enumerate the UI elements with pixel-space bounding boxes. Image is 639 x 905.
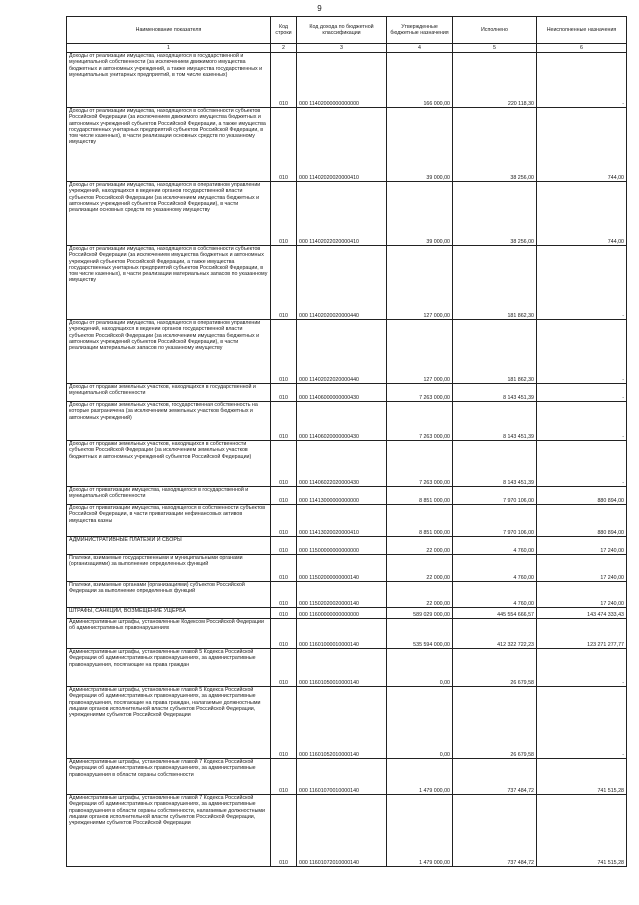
row-done: 737 484,72: [453, 795, 537, 867]
table-row: [67, 246, 627, 320]
row-name: Доходы от приватизации имущества, находящегося в государственной и муниципальной собственности: [67, 487, 271, 505]
row-name: АДМИНИСТРАТИВНЫЕ ПЛАТЕЖИ И СБОРЫ: [67, 537, 271, 555]
row-kbk: 000 11601070010000140: [297, 759, 387, 795]
row-code: 010: [271, 53, 297, 108]
row-left: -: [537, 649, 627, 687]
table-row: [67, 487, 627, 505]
row-done: 181 862,30: [453, 320, 537, 384]
table-row: [67, 182, 627, 246]
row-plan: 1 479 000,00: [387, 759, 453, 795]
row-plan: 1 479 000,00: [387, 795, 453, 867]
table-row: [67, 649, 627, 687]
row-done: 26 679,58: [453, 649, 537, 687]
row-plan: 22 000,00: [387, 582, 453, 608]
header-left: Неисполненные назначения: [537, 17, 627, 44]
row-plan: 127 000,00: [387, 320, 453, 384]
row-plan: 8 851 000,00: [387, 505, 453, 537]
row-kbk: 000 11402022020000440: [297, 320, 387, 384]
table-row: [67, 441, 627, 487]
row-left: 744,00: [537, 182, 627, 246]
row-plan: 7 263 000,00: [387, 384, 453, 402]
row-name: Административные штрафы, установленные главой 7 Кодекса Российской Федерации об административных правонарушениях, за административные правонарушения в области охраны собственности: [67, 759, 271, 795]
row-code: 010: [271, 687, 297, 759]
page-number: 9: [317, 4, 322, 13]
row-left: -: [537, 402, 627, 441]
row-plan: 39 000,00: [387, 182, 453, 246]
row-name: Административные штрафы, установленные главой 5 Кодекса Российской Федерации об административных правонарушениях, за административные правонарушения, посягающие на права граждан: [67, 649, 271, 687]
row-name: Платежи, взимаемые государственными и муниципальными органами (организациями) за выполнение определенных функций: [67, 555, 271, 582]
row-kbk: 000 11502020020000140: [297, 582, 387, 608]
row-plan: 127 000,00: [387, 246, 453, 320]
row-kbk: 000 11413000000000000: [297, 487, 387, 505]
row-done: 412 322 722,23: [453, 619, 537, 649]
table-row: [67, 619, 627, 649]
row-left: -: [537, 53, 627, 108]
row-name: Доходы от продажи земельных участков, находящихся в государственной и муниципальной собственности: [67, 384, 271, 402]
row-done: 4 760,00: [453, 537, 537, 555]
col-number: 3: [297, 44, 387, 53]
row-code: 010: [271, 537, 297, 555]
row-kbk: 000 11601072010000140: [297, 795, 387, 867]
row-kbk: 000 11402020020000410: [297, 108, 387, 182]
table-row: [67, 555, 627, 582]
table-row: [67, 795, 627, 867]
table-row: [67, 537, 627, 555]
row-code: 010: [271, 384, 297, 402]
row-left: 143 474 333,43: [537, 608, 627, 619]
row-left: -: [537, 441, 627, 487]
row-done: 8 143 451,39: [453, 402, 537, 441]
row-left: -: [537, 687, 627, 759]
row-done: 181 862,30: [453, 246, 537, 320]
row-code: 010: [271, 246, 297, 320]
row-done: 26 679,58: [453, 687, 537, 759]
row-code: 010: [271, 608, 297, 619]
header-done: Исполнено: [453, 17, 537, 44]
row-left: 17 240,00: [537, 582, 627, 608]
row-done: 7 970 106,00: [453, 487, 537, 505]
table-row: [67, 687, 627, 759]
col-number: 2: [271, 44, 297, 53]
row-name: Доходы от реализации имущества, находящегося в собственности субъектов Российской Федерации (за исключением имущества бюджетных и автономных учреждений субъектов Российской Федерации, а также имущества государственных унитарных предприятий субъектов Российской Федерации, в том числе казенных), в части реализации материальных запасов по указанному имуществу: [67, 246, 271, 320]
row-plan: 22 000,00: [387, 555, 453, 582]
row-code: 010: [271, 182, 297, 246]
row-done: 4 760,00: [453, 582, 537, 608]
header-plan: Утвержденные бюджетные назначения: [387, 17, 453, 44]
row-name: Доходы от реализации имущества, находящегося в государственной и муниципальной собственности (за исключением движимого имущества бюджетных и автономных учреждений, а также имущества государственных и муниципальных унитарных предприятий, в том числе казенных): [67, 53, 271, 108]
row-kbk: 000 11600000000000000: [297, 608, 387, 619]
table-row: [67, 582, 627, 608]
table-row: [67, 53, 627, 108]
row-kbk: 000 11406000000000430: [297, 384, 387, 402]
row-plan: 22 000,00: [387, 537, 453, 555]
row-plan: 0,00: [387, 687, 453, 759]
row-kbk: 000 11402000000000000: [297, 53, 387, 108]
row-kbk: 000 11406020000000430: [297, 402, 387, 441]
row-name: Доходы от приватизации имущества, находящегося в собственности субъектов Российской Федерации, в части приватизации нефинансовых активов имущества казны: [67, 505, 271, 537]
col-number: 4: [387, 44, 453, 53]
row-name: Доходы от продажи земельных участков, государственная собственность на которые разграничена (за исключением земельных участков бюджетных и автономных учреждений): [67, 402, 271, 441]
table-row: [67, 505, 627, 537]
row-left: 741 515,28: [537, 795, 627, 867]
row-kbk: 000 11413020020000410: [297, 505, 387, 537]
row-left: 880 894,00: [537, 487, 627, 505]
row-kbk: 000 11406022020000430: [297, 441, 387, 487]
row-left: 744,00: [537, 108, 627, 182]
table-row: [67, 608, 627, 619]
row-left: 880 894,00: [537, 505, 627, 537]
row-name: Административные штрафы, установленные главой 5 Кодекса Российской Федерации об административных правонарушениях, за административные правонарушения, посягающие на права граждан, налагаемые должностными лицами органов исполнительной власти субъектов Российской Федерации, учреждениями субъектов Российской Федерации: [67, 687, 271, 759]
row-code: 010: [271, 320, 297, 384]
row-plan: 589 029 000,00: [387, 608, 453, 619]
row-plan: 535 594 000,00: [387, 619, 453, 649]
row-done: 220 118,30: [453, 53, 537, 108]
row-kbk: 000 11601050010000140: [297, 649, 387, 687]
row-kbk: 000 11402020020000440: [297, 246, 387, 320]
row-done: 737 484,72: [453, 759, 537, 795]
row-kbk: 000 11502000000000140: [297, 555, 387, 582]
row-code: 010: [271, 555, 297, 582]
header-row: [67, 17, 627, 44]
row-code: 010: [271, 487, 297, 505]
column-number-row: [67, 44, 627, 53]
row-done: 8 143 451,39: [453, 384, 537, 402]
row-name: Доходы от реализации имущества, находящегося в собственности субъектов Российской Федерации (за исключением движимого имущества бюджетных и автономных учреждений субъектов Российской Федерации, а также имущества государственных унитарных предприятий субъектов Российской Федерации, в том числе казенных), в части реализации основных средств по указанному имуществу: [67, 108, 271, 182]
row-left: -: [537, 384, 627, 402]
row-kbk: 000 11500000000000000: [297, 537, 387, 555]
table-row: [67, 384, 627, 402]
row-left: -: [537, 246, 627, 320]
row-name: Доходы от реализации имущества, находящегося в оперативном управлении учреждений, находящихся в ведении органов государственной власти субъектов Российской Федерации (за исключением имущества бюджетных и автономных учреждений субъектов Российской Федерации), в части реализации материальных запасов по указанному имуществу: [67, 320, 271, 384]
row-done: 445 554 666,57: [453, 608, 537, 619]
row-code: 010: [271, 619, 297, 649]
row-plan: 8 851 000,00: [387, 487, 453, 505]
row-code: 010: [271, 795, 297, 867]
row-done: 4 760,00: [453, 555, 537, 582]
header-name: Наименование показателя: [67, 17, 271, 44]
row-done: 38 256,00: [453, 108, 537, 182]
row-name: Доходы от продажи земельных участков, находящихся в собственности субъектов Российской Федерации (за исключением земельных участков бюджетных и автономных учреждений субъектов Российской Федерации): [67, 441, 271, 487]
row-left: 123 271 277,77: [537, 619, 627, 649]
row-plan: 166 000,00: [387, 53, 453, 108]
row-plan: 7 263 000,00: [387, 402, 453, 441]
row-plan: 0,00: [387, 649, 453, 687]
row-left: 17 240,00: [537, 537, 627, 555]
row-code: 010: [271, 582, 297, 608]
row-code: 010: [271, 108, 297, 182]
row-code: 010: [271, 402, 297, 441]
row-done: 38 256,00: [453, 182, 537, 246]
row-done: 8 143 451,39: [453, 441, 537, 487]
header-kbk: Код дохода по бюджетной классификации: [297, 17, 387, 44]
row-kbk: 000 11601052010000140: [297, 687, 387, 759]
col-number: 1: [67, 44, 271, 53]
row-name: ШТРАФЫ, САНКЦИИ, ВОЗМЕЩЕНИЕ УЩЕРБА: [67, 608, 271, 619]
row-plan: 39 000,00: [387, 108, 453, 182]
row-left: 17 240,00: [537, 555, 627, 582]
header-code: Код строки: [271, 17, 297, 44]
col-number: 5: [453, 44, 537, 53]
table-row: [67, 759, 627, 795]
row-name: Доходы от реализации имущества, находящегося в оперативном управлении учреждений, находящихся в ведении органов государственной власти субъектов Российской Федерации (за исключением имущества бюджетных и автономных учреждений субъектов Российской Федерации), в части реализации основных средств по указанному имуществу: [67, 182, 271, 246]
row-name: Платежи, взимаемые органами (организациями) субъектов Российской Федерации за выполнение определенных функций: [67, 582, 271, 608]
row-left: -: [537, 320, 627, 384]
row-code: 010: [271, 649, 297, 687]
table-row: [67, 108, 627, 182]
table-row: [67, 320, 627, 384]
row-code: 010: [271, 759, 297, 795]
row-name: Административные штрафы, установленные Кодексом Российской Федерации об административных правонарушениях: [67, 619, 271, 649]
row-left: 741 515,28: [537, 759, 627, 795]
revenue-execution-table: [66, 16, 627, 867]
row-done: 7 970 106,00: [453, 505, 537, 537]
row-kbk: 000 11601000010000140: [297, 619, 387, 649]
row-name: Административные штрафы, установленные главой 7 Кодекса Российской Федерации об административных правонарушениях, за административные правонарушения в области охраны собственности, налагаемые должностными лицами органов исполнительной власти субъектов Российской Федерации, учреждениями субъектов Российской Федерации: [67, 795, 271, 867]
row-code: 010: [271, 441, 297, 487]
row-plan: 7 263 000,00: [387, 441, 453, 487]
col-number: 6: [537, 44, 627, 53]
table-row: [67, 402, 627, 441]
row-kbk: 000 11402022020000410: [297, 182, 387, 246]
row-code: 010: [271, 505, 297, 537]
